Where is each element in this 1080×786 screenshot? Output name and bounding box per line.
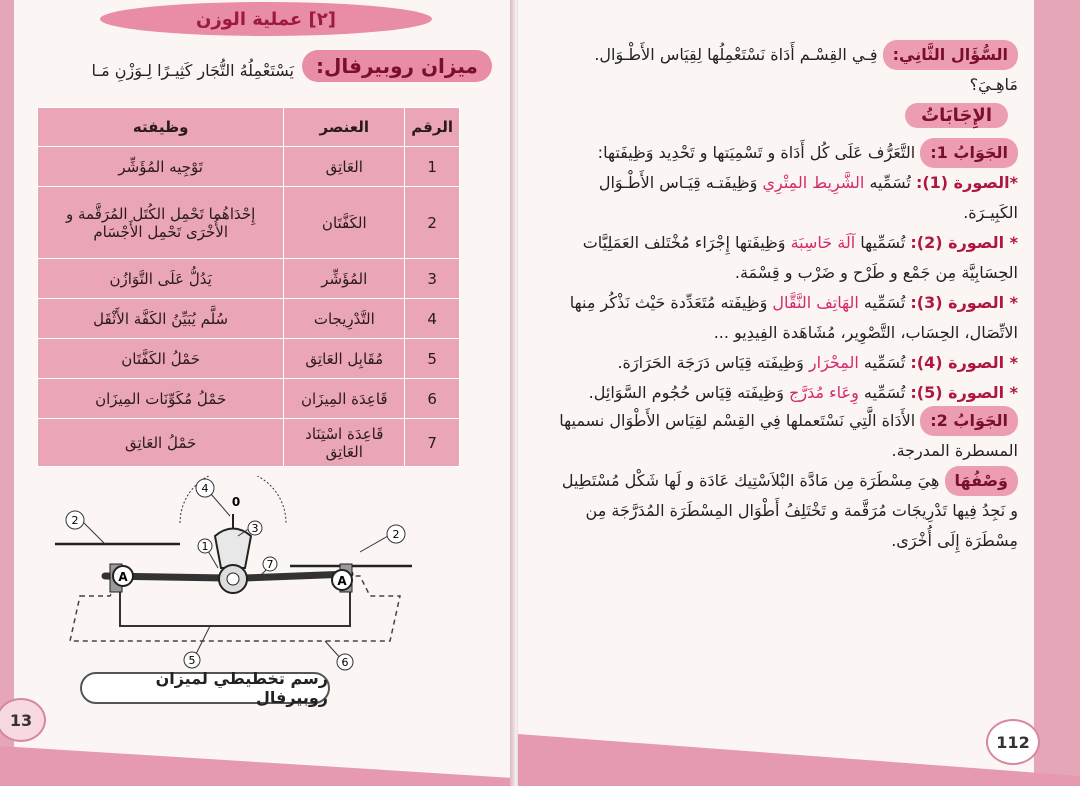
item-highlight: الشَّرِيط المِتْرِي [762, 173, 865, 192]
row-number: 6 [405, 379, 460, 419]
row-function: تَوْجِيه المُؤَشِّر [38, 147, 284, 187]
item-after: وَظِيفَتها إِجْرَاء مُخْتَلف العَمَلِيَّات الحِسَابِيَّة مِن جَمْع و طَرْح و ضَرْب و قِسْمَة. [582, 233, 1018, 282]
question-block [558, 40, 1018, 100]
row-number: 1 [405, 147, 460, 187]
item-highlight: آلَة حَاسِبَة [790, 233, 856, 252]
answer1-text: التَّعَرُّف عَلَى كُل أَدَاة و تَسْمِيَتها و تَحْدِيد وَظِيفَتها: [597, 143, 916, 162]
item-label: * الصورة (2): [910, 233, 1018, 252]
item-before: تُسَمِّيها [855, 233, 906, 252]
row-number: 5 [405, 339, 460, 379]
callout-3-label: 3 [251, 522, 259, 535]
right-page [518, 0, 1080, 786]
row-element: الكَفَّتَان [284, 187, 405, 259]
list-item [558, 378, 1018, 408]
intro-text: يَسْتَعْمِلُهُ التُّجَار كَثِيـرًا لِـوَزْنِ مَـا [91, 61, 294, 80]
left-page [0, 0, 514, 786]
pan-marker-right-label: A [337, 574, 347, 588]
question-text: فِـي القِسْـم أَدَاة نَسْتَعْمِلُها لِقِيَاس الأَطْـوَال. مَاهِـيَ؟ [594, 45, 1018, 94]
row-function: سُلَّم يُبَيِّنُ الكَفَّة الأَثْقَل [38, 299, 284, 339]
description-block [558, 466, 1018, 556]
callout-7-label: 7 [266, 558, 274, 571]
list-item [558, 288, 1018, 348]
item-after: وَظِيفَتـه قِيَـاس الأَطْـوَال الكَبِيـرَة. [598, 173, 1018, 222]
item-after: وَظِيفَته قِيَاس دَرَجَة الحَرَارَة. [617, 353, 809, 372]
question-tag: السُّؤَال الثَّانِي: [883, 40, 1018, 70]
header-function: وظيفته [38, 108, 284, 147]
table-row [38, 419, 460, 467]
lesson-banner: [٢] عملية الوزن [100, 2, 432, 36]
header-number: الرقم [405, 108, 460, 147]
item-highlight: المِحْرَار [808, 353, 859, 372]
item-before: تُسَمِّيه [858, 293, 906, 312]
row-function: يَدُلُّ عَلَى التَّوَازُن [38, 259, 284, 299]
item-before: تُسَمِّيه [864, 173, 911, 192]
answer1-block [558, 138, 1018, 168]
description-text: هِيَ مِسْطَرَة مِن مَادَّة البْلاَسْتِيك عَادَة و لَها شَكْل مُسْتَطِيل و نَجِدُ فِيها تَدْرِيجَات مُرَقَّمة و تَخْتَلِفُ أَطْوَال المِسْطَرَة المُدَرَّجَة مِن مِسْطَرَة إِلَى أُخْرَى. [561, 471, 1018, 550]
list-item [558, 228, 1018, 288]
answer2-tag: الجَوَابُ 2: [920, 406, 1018, 436]
row-number: 3 [405, 259, 460, 299]
item-label: * الصورة (3): [910, 293, 1018, 312]
item-highlight: وِعَاء مُدَرَّج [789, 383, 859, 402]
callout-6-label: 6 [341, 656, 349, 669]
pan-marker-left-label: A [118, 570, 128, 584]
callout-4-label: 4 [201, 482, 209, 495]
table-header-row [38, 108, 460, 147]
item-before: تُسَمِّيه [858, 383, 906, 402]
item-label: *الصورة (1): [915, 173, 1018, 192]
section-title: ميزان روبيرفال: [302, 50, 492, 82]
left-footer-decoration [0, 726, 514, 786]
page-edge-decoration [0, 0, 14, 786]
central-pivot-inner [227, 573, 239, 585]
table-row [38, 379, 460, 419]
answer2-text: الأَدَاة الَّتِي نَسْتَعملها فِي القِسْم لقِيَاس الأَطْوَال نسميها المسطرة المدرجة. [559, 411, 1018, 460]
table-row [38, 339, 460, 379]
row-function: حَمْلُ مُكَوِّنَات المِيزَان [38, 379, 284, 419]
header-element: العنصر [284, 108, 405, 147]
item-before: تُسَمِّيه [858, 353, 906, 372]
diagram-caption: رسم تخطيطي لميزان روبيرفال [80, 672, 330, 704]
answer1-items [558, 168, 1018, 408]
list-item [558, 348, 1018, 378]
page-number-right: 112 [986, 719, 1040, 765]
row-function: حَمْلُ الكَفَّتَان [38, 339, 284, 379]
answer2-block [558, 406, 1018, 466]
row-number: 4 [405, 299, 460, 339]
page-number-left: 13 [0, 698, 46, 742]
item-label: * الصورة (4): [910, 353, 1018, 372]
scale-zero-label: 0 [231, 495, 241, 509]
row-element: التَّدْرِيجات [284, 299, 405, 339]
item-after: وَظِيفَته قِيَاس حُجُوم السَّوَائِل. [588, 383, 790, 402]
row-element: المُؤَشِّر [284, 259, 405, 299]
row-function: إِحْدَاهُما تَحْمِل الكُتَل المُرَقَّمة و الأُخْرَى تَحْمِل الأَجْسَام [38, 187, 284, 259]
table-row [38, 299, 460, 339]
answer1-tag: الجَوَابُ 1: [920, 138, 1018, 168]
answers-heading: الإِجَابَاتُ [905, 103, 1008, 128]
pointer-housing [215, 529, 251, 569]
table-row [38, 147, 460, 187]
row-function: حَمْلُ العَاتِق [38, 419, 284, 467]
callout-1-label: 1 [201, 540, 209, 553]
description-tag: وَصْفُهَا [945, 466, 1019, 496]
row-number: 7 [405, 419, 460, 467]
item-label: * الصورة (5): [910, 383, 1018, 402]
item-after: وَظِيفَته مُتَعَدِّدة حَيْث نَذْكُر مِنها الاتِّصَال، الحِسَاب، التَّصْوِير، مُشَاهَدة الفِيدِيو ... [569, 293, 1018, 342]
item-highlight: الهَاتِف النَّقَّال [772, 293, 859, 312]
row-element: العَاتِق [284, 147, 405, 187]
callout-2-right-label: 2 [392, 528, 400, 541]
row-element: قَاعِدَة المِيزَان [284, 379, 405, 419]
callout-2-left-label: 2 [71, 514, 79, 527]
scale-parts-table [37, 107, 460, 467]
page-edge-decoration [1034, 0, 1080, 786]
row-element: قَاعِدَة اسْتِنَاد العَاتِق [284, 419, 405, 467]
row-number: 2 [405, 187, 460, 259]
callout-5-label: 5 [188, 654, 196, 667]
table-row [38, 187, 460, 259]
list-item [558, 168, 1018, 228]
table-row [38, 259, 460, 299]
row-element: مُقَابِل العَاتِق [284, 339, 405, 379]
